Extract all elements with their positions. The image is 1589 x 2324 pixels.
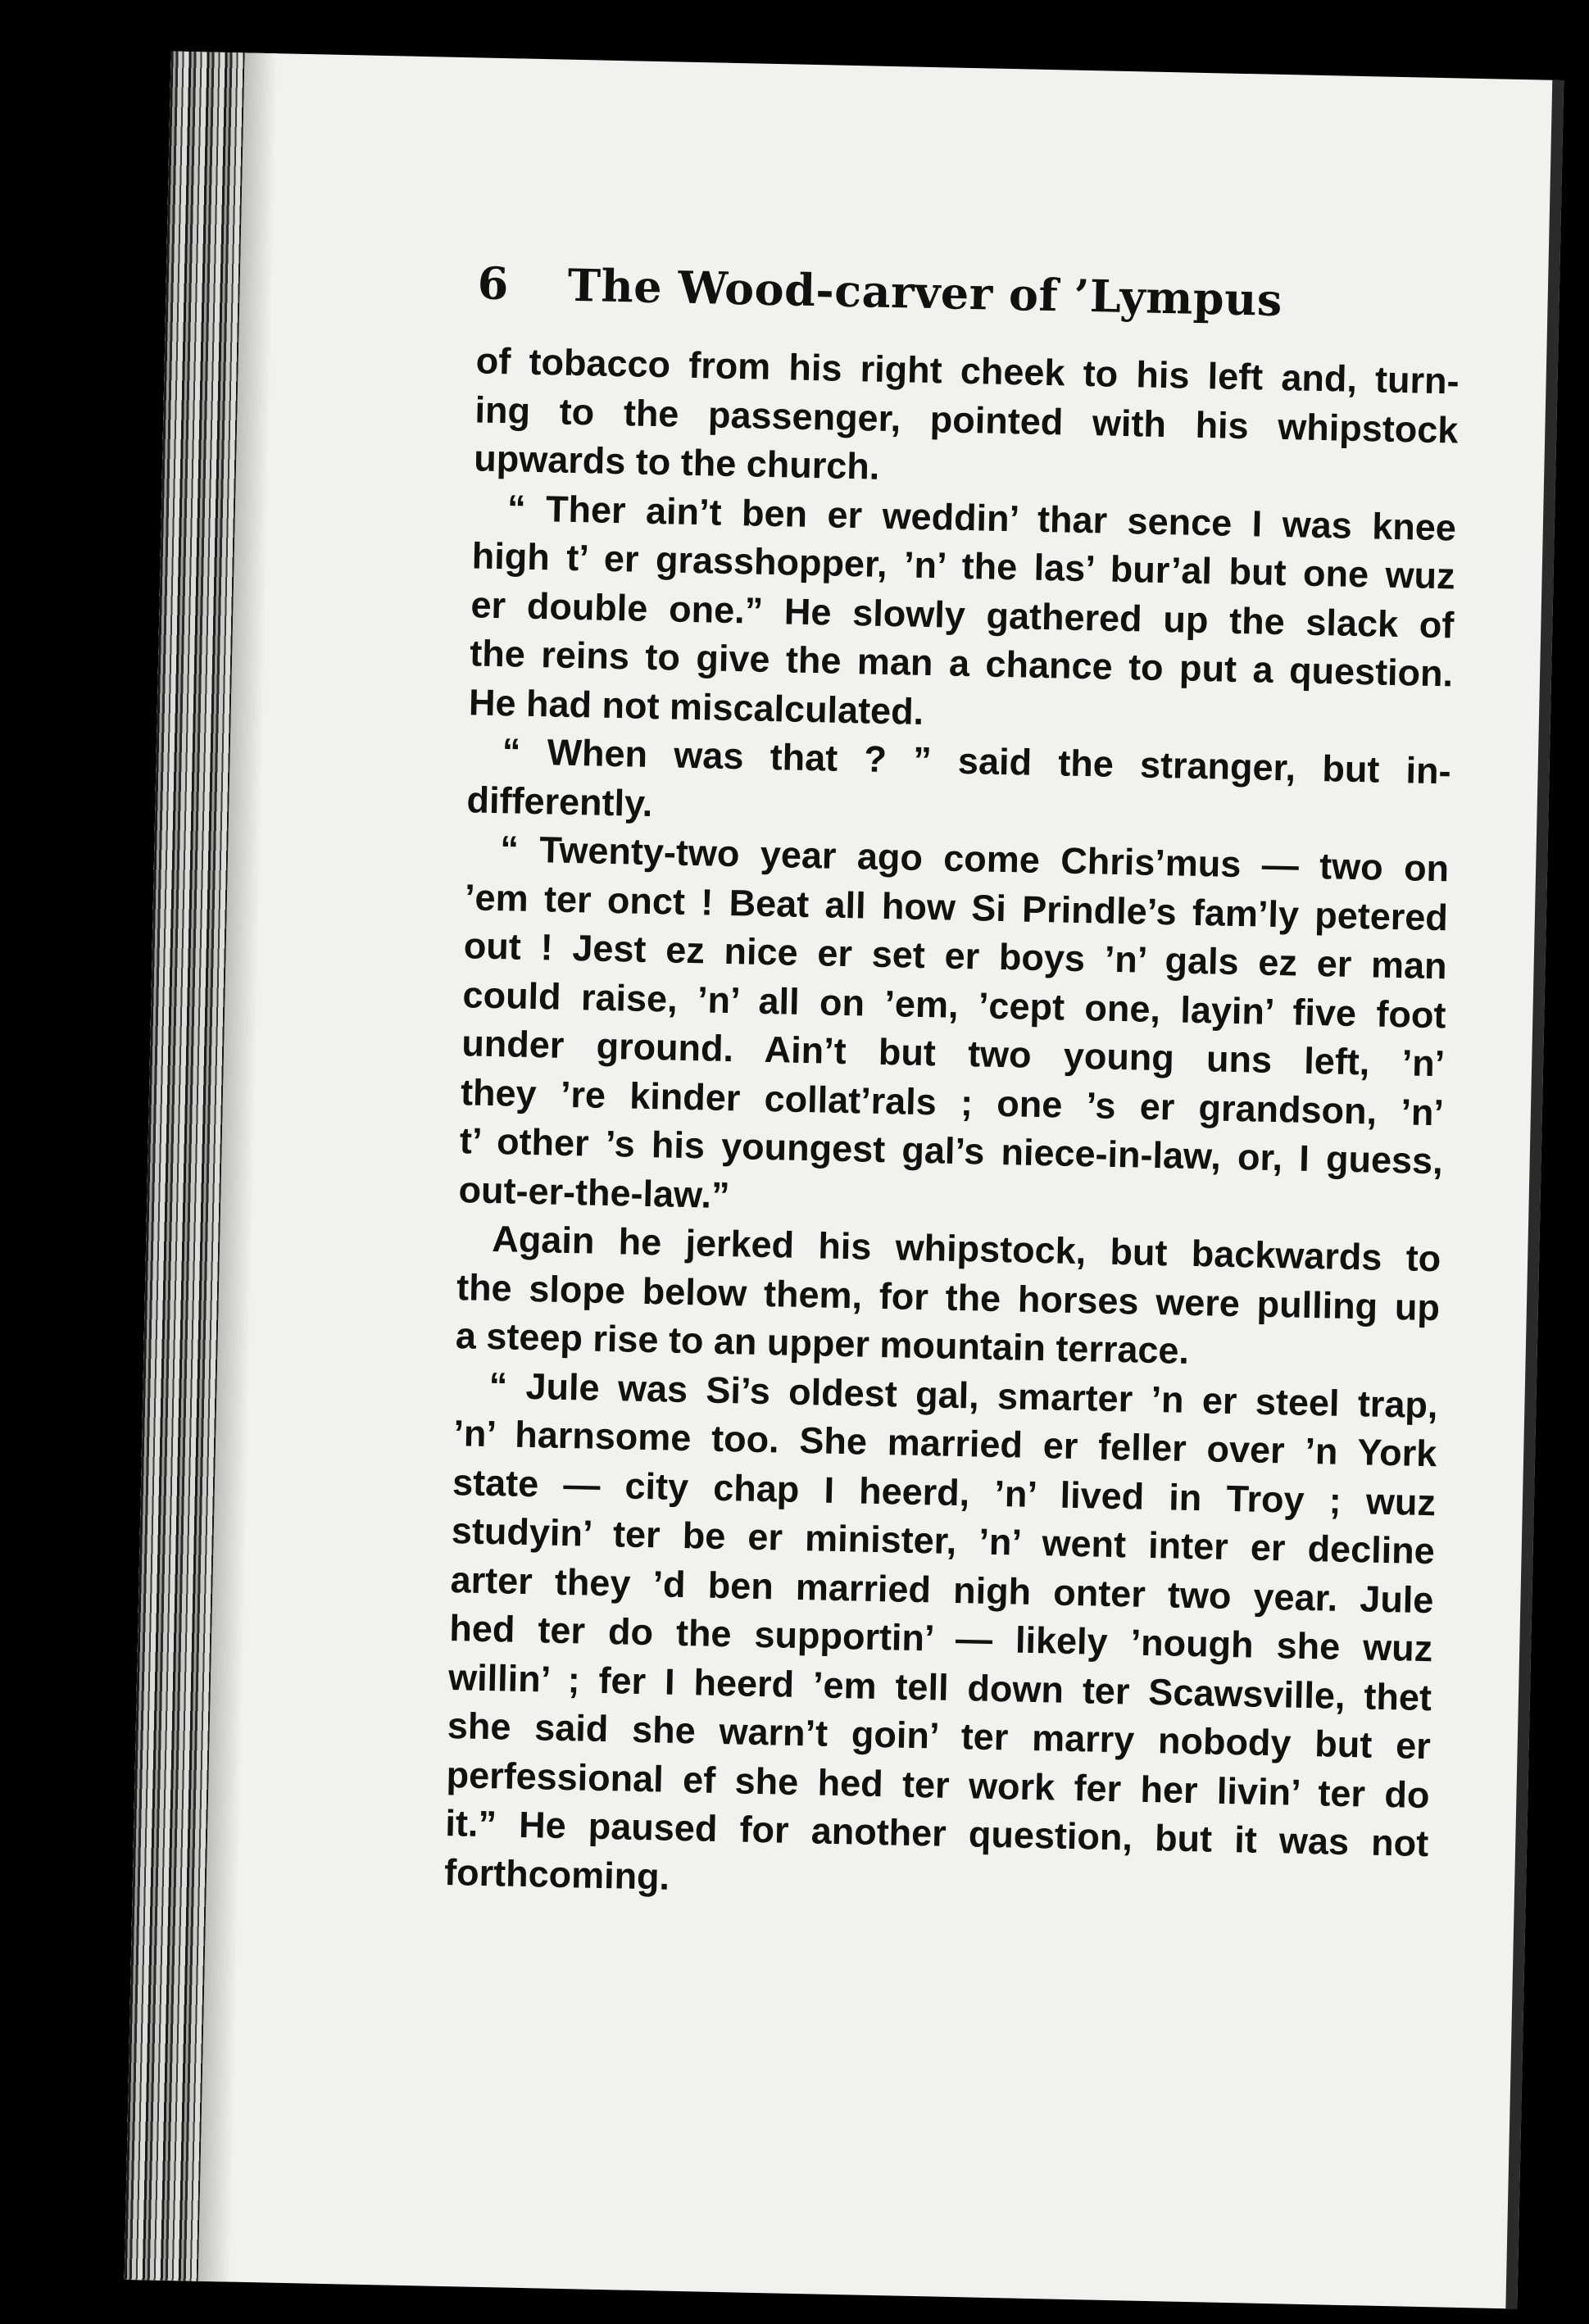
text-line: studyin’ ter be er minister, ’n’ went inter er decline xyxy=(451,1509,1436,1573)
running-head xyxy=(477,254,1461,332)
text-line: state — city chap I heerd, ’n’ lived in Troy ; wuz xyxy=(452,1460,1437,1523)
text-line: the slope below them, for the horses were pulling up xyxy=(456,1265,1441,1328)
text-line: “ When was that ? ” said the stranger, but in- xyxy=(502,730,1452,792)
paragraph xyxy=(458,824,1450,1234)
text-line: it.” He paused for another question, but it was not xyxy=(444,1801,1429,1865)
body-text xyxy=(444,336,1460,1917)
paragraph xyxy=(455,1214,1441,1381)
paragraph xyxy=(444,1360,1438,1917)
text-line: He had not miscalculated. xyxy=(468,680,924,733)
text-line: out-er-the-law.” xyxy=(458,1168,730,1216)
paragraph xyxy=(474,336,1460,503)
text-line: hed ter do the supportin’ — likely ’nough she wuz xyxy=(448,1607,1433,1670)
text-line: a steep rise to an upper mountain terrace. xyxy=(455,1314,1190,1372)
text-line: of tobacco from his right cheek to his left and, turn- xyxy=(475,339,1460,402)
text-line: t’ other ’s his youngest gal’s niece-in-law, or, I guess, xyxy=(459,1119,1444,1182)
text-line: ’n’ harnsome too. She married er feller over ’n York xyxy=(452,1412,1437,1475)
text-line: the reins to give the man a chance to put a question. xyxy=(469,632,1454,695)
text-line: willin’ ; fer I heerd ’em tell down ter Scawsville, thet xyxy=(447,1655,1432,1718)
page-number: 6 xyxy=(477,256,510,311)
text-line: er double one.” He slowly gathered up the slack of xyxy=(470,583,1455,646)
text-line: under ground. Ain’t but two young uns left, ’n’ xyxy=(461,1022,1446,1085)
text-line: Again he jerked his whipstock, but backwards to xyxy=(491,1218,1441,1280)
text-line: forthcoming. xyxy=(443,1850,670,1898)
text-line: perfessional ef she hed ter work fer her livin’ ter do xyxy=(446,1753,1430,1816)
text-line: “ Twenty-two year ago come Chris’mus — two on xyxy=(499,828,1450,890)
text-line: differently. xyxy=(466,778,653,824)
text-line: she said she warn’t goin’ ter marry nobody but er xyxy=(447,1704,1432,1768)
text-line: could raise, ’n’ all on ’em, ’cept one, layin’ five foot xyxy=(462,973,1446,1036)
text-line: they ’re kinder collat’rals ; one ’s er grandson, ’n’ xyxy=(460,1070,1445,1133)
book-page xyxy=(125,51,1564,2308)
text-line: arter they ’d ben married nigh onter two year. Jule xyxy=(450,1558,1434,1621)
text-line: upwards to the church. xyxy=(473,437,880,488)
text-line: ing to the passenger, pointed with his whipstock xyxy=(474,388,1459,451)
running-title: The Wood-carver of ’Lympus xyxy=(567,258,1283,326)
text-line: out ! Jest ez nice er set er boys ’n’ gals ez er man xyxy=(463,924,1448,987)
text-line: “ Ther ain’t ben er weddin’ thar sence I was knee xyxy=(506,486,1457,548)
paragraph xyxy=(468,483,1456,747)
page-right-edge xyxy=(1505,80,1564,2309)
text-block xyxy=(444,254,1462,1917)
text-line: “ Jule was Si’s oldest gal, smarter ’n er steel trap, xyxy=(488,1364,1438,1426)
text-line: high t’ er grasshopper, ’n’ the las’ bur’al but one wuz xyxy=(471,534,1456,597)
text-line: ’em ter onct ! Beat all how Si Prindle’s fam’ly petered xyxy=(464,875,1449,938)
